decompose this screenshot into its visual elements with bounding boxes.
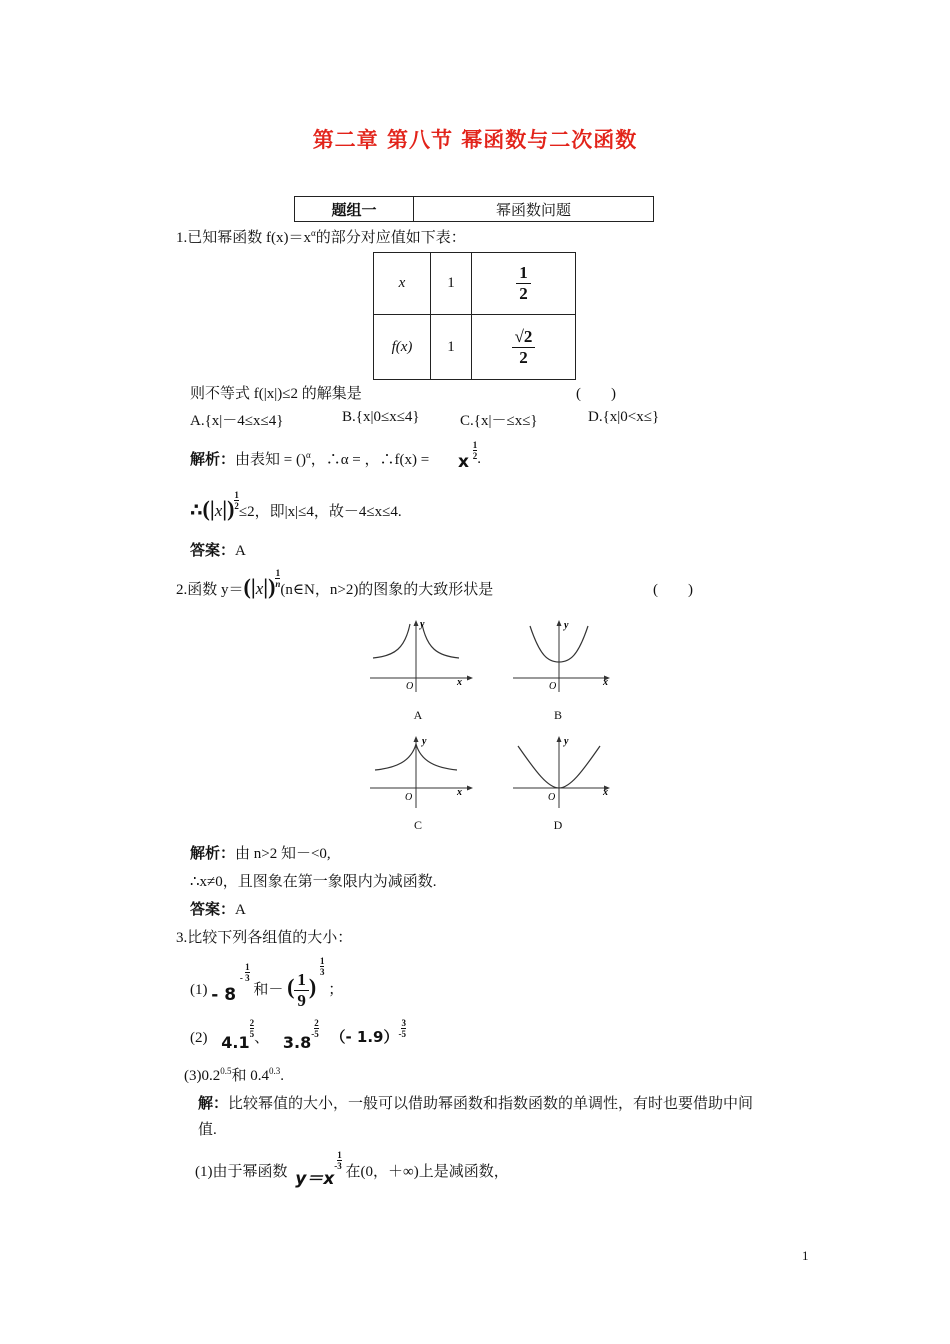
q2-analysis-label: 解析： [190,844,236,862]
q3-p1-end: ； [328,981,344,998]
q3-solution-line2: 值. [198,1122,217,1138]
q1-stem-text: 1.已知幂函数 f(x)＝x [176,230,311,246]
graph-a-x-arrow [467,676,473,681]
q1-stem-end: 的部分对应值如下表： [315,230,466,246]
graph-a-curve-left [373,624,410,658]
graph-d-label: D [553,818,563,832]
graph-c-origin: O [405,792,413,803]
q3-p1-exp-num: 1 [245,962,250,972]
q3-p2-c: （- 1.9） [330,1028,399,1046]
q1-analysis-label: 解析： [190,450,236,468]
graph-c-curve-right [416,744,457,770]
q1-option-d: D.{x|0<x≤} [588,409,660,425]
q3-p1-exp2-den: 3 [319,967,325,977]
q1-analysis-text: 由表知 = () [235,452,306,468]
q3-s1-expr: y＝x [295,1169,335,1189]
q1-answer [190,539,246,560]
q3-p1-and: 和－ [253,981,284,998]
graph-b-y-arrow [557,620,562,626]
q3-s1-den: 3 [337,1161,342,1171]
graph-d-y-arrow [557,736,562,742]
q3-p2-b-sign: - [311,1029,315,1039]
q1-power-base: x [458,452,469,472]
q3-solution [198,1092,753,1113]
vt-x-half [472,253,576,315]
q2-answer-paren: ( ) [653,582,693,598]
q3-p2-a-num: 2 [249,1018,255,1028]
graph-c-y-label: y [422,736,427,747]
page-number: 1 [802,1248,809,1263]
q3-p2-label: (2) [190,1030,208,1046]
q3-p2-b: 3.8 [282,1033,312,1052]
graph-c-x-label: x [457,787,462,798]
q3-p3-base1: (3)0.2 [184,1068,221,1084]
q3-p2-a: 4.1 [221,1033,250,1052]
q3-p1-frac-num: 1 [294,970,309,991]
vt-fx-1: 1 [431,315,472,380]
q1-analysis-text2: ，∴α = ，∴f(x) = [310,452,430,468]
q3-s1-num: 1 [337,1150,342,1160]
q2-analysis-text: 由 n>2 知－<0, [235,846,331,862]
q1-answer-value: A [235,543,246,559]
vt-x-1: 1 [431,253,472,315]
q1-option-c: C.{x|－≤x≤} [460,413,538,429]
vt-fx-label: f(x) [374,315,431,380]
vt-fx-root-den: 2 [519,347,528,367]
vt-x-half-num: 1 [516,263,531,284]
graph-a-x-label: x [457,677,462,688]
q3-p2-b-den: 5 [314,1029,319,1039]
q3-p3-sup1: 0.5 [220,1066,232,1076]
q3-p1-base: - 8 [211,984,237,1005]
q1-power-exp-num: 1 [472,440,478,450]
q2-stem-x: x [255,579,264,598]
graph-c-curve-left [375,744,416,770]
q1-value-table [373,252,576,380]
q2-exp-den: n [275,579,281,589]
q2-stem: 2.函数 y＝(|x|) $\frac{1}{n}$ (n∈N，n>2)的图象的大致形状是 [176,568,494,599]
vt-fx-root-num: √2 [512,327,536,348]
q3-p1-label: (1) [190,981,208,998]
q3-p2-sep: 、 [254,1030,270,1046]
graph-a [365,616,475,696]
graph-b [508,616,618,696]
graph-c [365,732,475,812]
graph-a-label: A [413,708,423,722]
q3-p1-exp-sign: - [239,973,243,983]
q3-p1-frac-den: 9 [297,991,306,1010]
graph-a-origin: O [406,681,414,692]
q3-stem: 3.比较下列各组值的大小： [176,930,353,946]
vt-x-half-den: 2 [519,284,528,303]
vt-fx-root [472,315,576,380]
graph-a-y-arrow [414,620,419,626]
q1-option-a: A.{x|－4≤x≤4} [190,413,284,429]
q1-stem [176,226,466,247]
q1-answer-paren: ( ) [576,386,616,402]
q3-p3-mid: 和 0.4 [231,1068,270,1084]
group-topic: 幂函数问题 [414,197,654,222]
q1-analysis-sup: α [305,450,311,460]
q2-analysis-line2: ∴x≠0，且图象在第一象限内为减函数. [190,874,437,890]
q1-power-exp-den: 2 [472,451,478,461]
graph-c-x-arrow [467,786,473,791]
q3-part3 [184,1064,284,1085]
graph-b-y-label: y [564,620,569,631]
q3-p1-exp-den: 3 [245,973,250,983]
q1-option-b: B.{x|0≤x≤4} [342,409,420,425]
graph-c-y-arrow [414,736,419,742]
q3-s1-text: (1)由于幂函数 [195,1164,288,1180]
q1-stem-sup: α [311,228,316,238]
q3-part1: (1) - 8 - $\frac{1}{3}$ 和－ ( $\frac{1}{9}$ ) $\frac{1}{3}$ ； [190,956,344,1010]
graph-a-curve-right [422,624,459,658]
page-title: 第二章 第八节 幂函数与二次函数 [312,128,638,152]
q2-stem-text: 2.函数 y＝ [176,582,244,598]
q2-answer [190,898,246,919]
q3-s1-end: 在(0，＋∞)上是减函数， [345,1164,509,1180]
group-table [294,196,654,222]
q1-analysis-power [458,440,481,472]
q3-part2 [190,1016,406,1052]
graph-a-y-label: y [420,619,425,630]
graph-b-origin: O [549,681,557,692]
q3-p2-c-sign: - [398,1029,402,1039]
graph-c-label: C [413,818,422,832]
q3-s1-sign: - [334,1161,338,1171]
graph-d-origin: O [548,792,556,803]
q1-power-dot: . [477,451,481,467]
q2-analysis [190,842,331,863]
vt-x-label: x [374,253,431,315]
q3-p2-b-num: 2 [314,1018,319,1028]
q2-exp-num: 1 [275,568,281,578]
graph-d-x-label: x [603,787,608,798]
q3-p3-sup2: 0.3 [269,1066,281,1076]
graph-d-y-label: y [564,736,569,747]
q2-stem-end: (n∈N，n>2)的图象的大致形状是 [280,582,494,598]
group-label: 题组一 [295,197,414,222]
q3-p3-end: . [280,1068,285,1084]
q1-line2: ∴(|x|) $\frac{1}{2}$ ≤2，即|x|≤4，故－4≤x≤4. [190,490,402,521]
q2-answer-label: 答案： [190,900,236,918]
q1-line2-x: x [214,501,223,520]
q1-analysis [190,448,429,469]
q1-answer-label: 答案： [190,541,236,559]
q3-sol-label: 解： [198,1094,229,1112]
graph-b-x-label: x [603,677,608,688]
graph-b-label: B [553,708,562,722]
q3-p1-exp2-num: 1 [319,956,325,966]
q3-sol-text: 比较幂值的大小，一般可以借助幂函数和指数函数的单调性，有时也要借助中间 [228,1096,754,1112]
q3-step1 [195,1152,509,1192]
q3-p2-a-den: 5 [249,1029,255,1039]
q3-p2-c-den: 5 [401,1029,406,1039]
q1-line2-rest: ≤2，即|x|≤4，故－4≤x≤4. [238,504,402,520]
graph-d [508,732,618,812]
q3-p2-c-num: 3 [401,1018,406,1028]
q1-inequality: 则不等式 f(|x|)≤2 的解集是 [190,386,362,402]
q1-line2-therefore: ∴ [190,500,203,521]
q2-answer-value: A [235,902,246,918]
